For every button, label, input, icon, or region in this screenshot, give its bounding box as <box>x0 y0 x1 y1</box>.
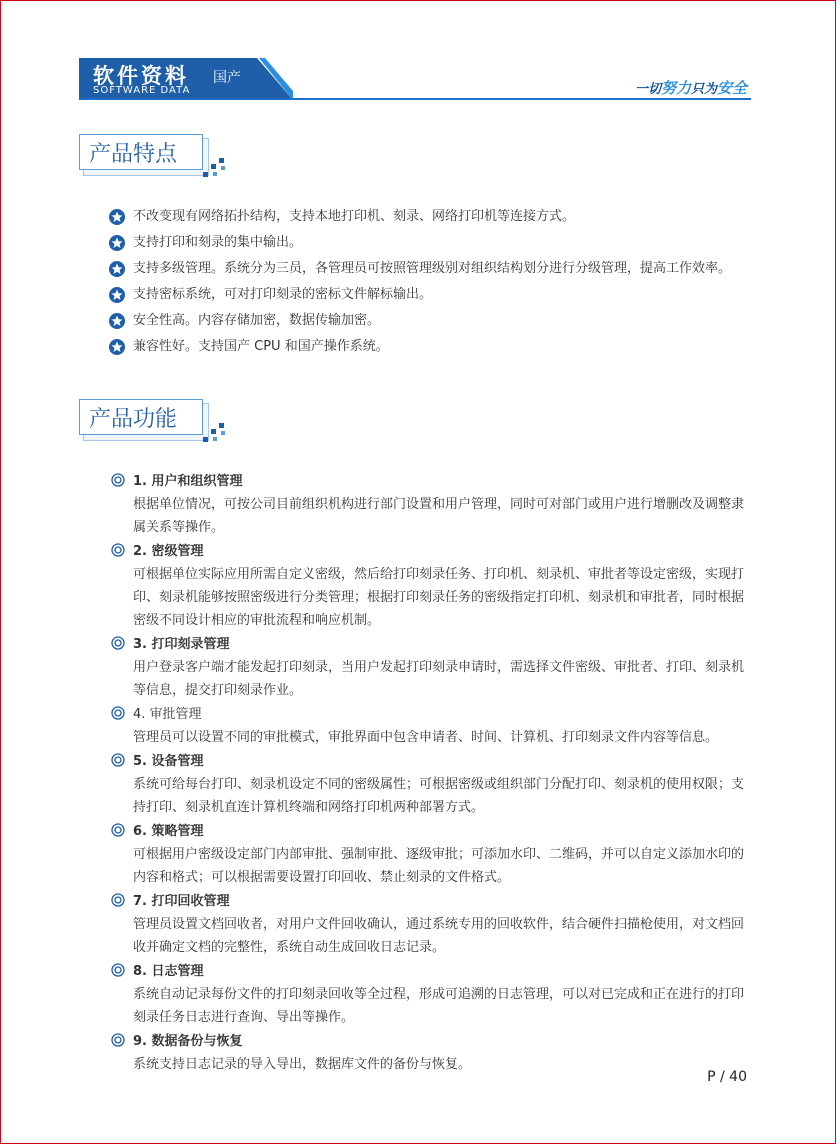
functions-heading <box>79 399 239 443</box>
function-title: 5. 设备管理 <box>133 754 204 769</box>
star-icon <box>109 287 125 303</box>
function-item <box>111 540 756 632</box>
star-icon <box>109 261 125 277</box>
slogan-end: 安全 <box>716 79 747 97</box>
feature-text: 支持打印和刻录的集中输出。 <box>133 235 303 250</box>
page-number: P / 40 <box>707 1069 747 1085</box>
star-icon <box>109 209 125 225</box>
function-item <box>111 890 756 959</box>
feature-item <box>109 282 754 308</box>
function-desc: 可根据单位实际应用所需自定义密级，然后给打印刻录任务、打印机、刻录机、审批者等设定密级，实现打印、刻录机能够按照密级进行分类管理；根据打印刻录任务的密级指定打印机、刻录机和审批者，同时根据密级不同设计相应的审批流程和响应机制。 <box>133 567 745 628</box>
header-rule <box>79 98 751 100</box>
function-desc: 可根据用户密级设定部门内部审批、强制审批、逐级审批；可添加水印、二维码，并可以自定义添加水印的内容和格式；可以根据需要设置打印回收、禁止刻录的文件格式。 <box>133 847 745 885</box>
ring-bullet-icon <box>111 753 125 767</box>
function-item <box>111 633 756 702</box>
function-title: 9. 数据备份与恢复 <box>133 1034 243 1049</box>
feature-text: 兼容性好。支持国产 CPU 和国产操作系统。 <box>133 339 389 354</box>
header-slogan <box>635 77 747 98</box>
feature-text: 安全性高。内容存储加密，数据传输加密。 <box>133 313 381 328</box>
header-banner <box>79 58 293 100</box>
function-desc: 根据单位情况，可按公司目前组织机构进行部门设置和用户管理，同时可对部门或用户进行增删改及调整隶属关系等操作。 <box>133 497 745 535</box>
slogan-highlight: 努力 <box>660 79 691 97</box>
ring-bullet-icon <box>111 893 125 907</box>
function-desc: 管理员可以设置不同的审批模式，审批界面中包含申请者、时间、计算机、打印刻录文件内容等信息。 <box>133 730 719 745</box>
feature-item <box>109 204 754 230</box>
function-desc: 系统支持日志记录的导入导出，数据库文件的备份与恢复。 <box>133 1057 472 1072</box>
function-title: 1. 用户和组织管理 <box>133 474 243 489</box>
feature-item <box>109 308 754 334</box>
function-title: 7. 打印回收管理 <box>133 894 230 909</box>
feature-item <box>109 334 754 360</box>
features-heading <box>79 134 239 178</box>
ring-bullet-icon <box>111 473 125 487</box>
slogan-mid: 只为 <box>690 82 717 97</box>
features-list <box>109 204 754 360</box>
function-desc: 用户登录客户端才能发起打印刻录，当用户发起打印刻录申请时，需选择文件密级、审批者、打印、刻录机等信息，提交打印刻录作业。 <box>133 660 745 698</box>
function-item <box>111 703 756 749</box>
function-item <box>111 820 756 889</box>
function-desc: 系统自动记录每份文件的打印刻录回收等全过程，形成可追溯的日志管理，可以对已完成和正在进行的打印刻录任务日志进行查询、导出等操作。 <box>133 987 745 1025</box>
functions-heading-label: 产品功能 <box>89 407 178 432</box>
function-title: 8. 日志管理 <box>133 964 204 979</box>
slogan-prefix: 一切 <box>634 82 661 97</box>
ring-bullet-icon <box>111 963 125 977</box>
function-desc: 管理员设置文档回收者，对用户文件回收确认，通过系统专用的回收软件，结合硬件扫描枪使用，对文档回收并确定文档的完整性，系统自动生成回收日志记录。 <box>133 917 745 955</box>
feature-item <box>109 230 754 256</box>
pixel-dots-icon <box>201 417 231 447</box>
function-item <box>111 750 756 819</box>
star-icon <box>109 313 125 329</box>
feature-text: 支持密标系统，可对打印刻录的密标文件解标输出。 <box>133 287 433 302</box>
functions-list <box>111 470 756 1077</box>
function-item <box>111 470 756 539</box>
features-heading-label: 产品特点 <box>89 142 178 167</box>
ring-bullet-icon <box>111 706 125 720</box>
header-title: 软件资料 <box>93 64 189 88</box>
header-tag: 国产 <box>213 70 241 86</box>
ring-bullet-icon <box>111 1033 125 1047</box>
ring-bullet-icon <box>111 823 125 837</box>
star-icon <box>109 235 125 251</box>
pixel-dots-icon <box>201 152 231 182</box>
function-title: 4. 审批管理 <box>133 707 202 722</box>
ring-bullet-icon <box>111 543 125 557</box>
function-item <box>111 960 756 1029</box>
star-icon <box>109 339 125 355</box>
function-desc: 系统可给每台打印、刻录机设定不同的密级属性；可根据密级或组织部门分配打印、刻录机的使用权限；支持打印、刻录机直连计算机终端和网络打印机两种部署方式。 <box>133 777 745 815</box>
feature-item <box>109 256 754 282</box>
ring-bullet-icon <box>111 636 125 650</box>
function-item <box>111 1030 756 1076</box>
feature-text: 支持多级管理。系统分为三员，各管理员可按照管理级别对组织结构划分进行分级管理，提高工作效率。 <box>133 261 732 276</box>
function-title: 2. 密级管理 <box>133 544 204 559</box>
function-title: 6. 策略管理 <box>133 824 204 839</box>
feature-text: 不改变现有网络拓扑结构，支持本地打印机、刻录、网络打印机等连接方式。 <box>133 209 576 224</box>
function-title: 3. 打印刻录管理 <box>133 637 230 652</box>
header-subtitle: SOFTWARE DATA <box>93 85 191 96</box>
